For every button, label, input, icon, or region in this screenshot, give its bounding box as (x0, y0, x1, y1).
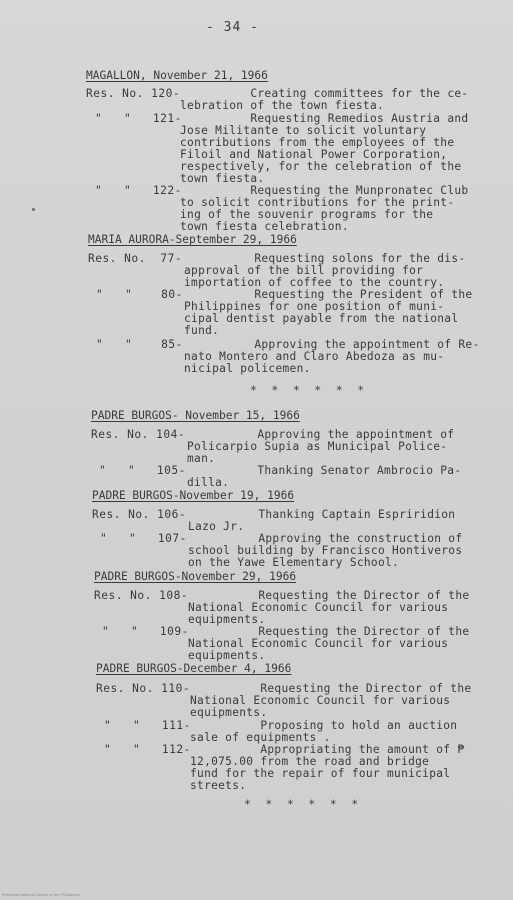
resolution-ref: " " 112- (104, 743, 191, 756)
resolution-ref: " " 107- (100, 532, 187, 545)
scan-speck (32, 208, 35, 211)
resolution-ref: " " 85- (96, 338, 183, 351)
resolution-text: Approving the appointment of (187, 428, 455, 441)
resolution-ref: Res. No. 77- (88, 252, 183, 265)
resolution-text: Creating committees for the ce- (180, 87, 469, 100)
resolution-text: approval of the bill providing for (184, 264, 424, 277)
resolution-text: school building by Francisco Hontiveros (188, 544, 463, 557)
resolution-text: Thanking Senator Ambrocio Pa- (187, 464, 462, 477)
resolution-text: National Economic Council for various (188, 637, 449, 650)
resolution-ref: Res. No. 108- (94, 589, 189, 602)
resolution-text: Requesting the President of the (184, 288, 473, 301)
resolution-text: Requesting Remedios Austria and (180, 112, 469, 125)
resolution-text: Filoil and National Power Corporation, (180, 148, 448, 161)
resolution-text: to solicit contributions for the print- (180, 196, 455, 209)
resolution-text: Requesting solons for the dis- (184, 252, 466, 265)
resolution-text: fund for the repair of four municipal (190, 767, 451, 780)
section-heading-padre-burgos-nov19: PADRE BURGOS-November 19, 1966 (92, 489, 295, 502)
resolution-ref: " " 121- (95, 112, 182, 125)
resolution-text: Philippines for one position of muni- (184, 300, 445, 313)
resolution-text: nato Montero and Claro Abedoza as mu- (184, 350, 445, 363)
resolution-ref: " " 122- (95, 184, 182, 197)
resolution-text: lebration of the town fiesta. (180, 99, 385, 112)
resolution-text: Proposing to hold an auction (190, 719, 458, 732)
resolution-text: contributions from the employees of the (180, 136, 455, 149)
resolution-text: Appropriating the amount of ₱ (190, 743, 465, 756)
resolution-text: Requesting the Director of the (188, 589, 470, 602)
resolution-text: Approving the construction of (188, 532, 463, 545)
resolution-text: Policarpio Supia as Municipal Police- (187, 440, 448, 453)
resolution-text: streets. (190, 779, 247, 792)
resolution-ref: Res. No. 104- (91, 428, 186, 441)
resolution-text: respectively, for the celebration of the (180, 160, 462, 173)
archive-footer: Philippine National Library of the Philippines (2, 893, 80, 897)
resolution-ref: " " 105- (99, 464, 186, 477)
resolution-ref: Res. No. 120- (86, 87, 181, 100)
resolution-text: sale of equipments . (190, 731, 331, 744)
resolution-text: nicipal policemen. (184, 362, 311, 375)
section-heading-magallon: MAGALLON, November 21, 1966 (86, 69, 268, 82)
resolution-text: equipments. (190, 706, 268, 719)
section-heading-maria-aurora: MARIA AURORA-September 29, 1966 (88, 233, 297, 246)
resolution-ref: Res. No. 106- (92, 508, 187, 521)
section-heading-padre-burgos-nov29: PADRE BURGOS-November 29, 1966 (94, 570, 297, 583)
resolution-text: man. (187, 452, 216, 465)
resolution-ref: " " 111- (104, 719, 191, 732)
resolution-text: Jose Militante to solicit voluntary (180, 124, 427, 137)
resolution-text: Thanking Captain Espriridion (188, 508, 456, 521)
resolution-text: National Economic Council for various (190, 694, 451, 707)
page-number: - 34 - (206, 20, 259, 35)
resolution-text: National Economic Council for various (188, 601, 449, 614)
resolution-ref: Res. No. 110- (96, 682, 191, 695)
resolution-text: Requesting the Director of the (188, 625, 470, 638)
resolution-text: dilla. (187, 476, 230, 489)
resolution-text: town fiesta celebration. (180, 220, 349, 233)
resolution-text: on the Yawe Elementary School. (188, 556, 400, 569)
resolution-text: ing of the souvenir programs for the (180, 208, 434, 221)
resolution-ref: " " 80- (96, 288, 183, 301)
resolution-text: Requesting the Director of the (190, 682, 472, 695)
resolution-text: fund. (184, 324, 220, 337)
resolution-text: Lazo Jr. (188, 520, 245, 533)
resolution-ref: " " 109- (102, 625, 189, 638)
resolution-text: 12,075.00 from the road and bridge (190, 755, 430, 768)
resolution-text: equipments. (188, 649, 266, 662)
resolution-text: importation of coffee to the country. (184, 276, 445, 289)
section-heading-padre-burgos-dec4: PADRE BURGOS-December 4, 1966 (96, 662, 292, 675)
resolution-text: Approving the appointment of Re- (184, 338, 480, 351)
resolution-text: Requesting the Munpronatec Club (180, 184, 469, 197)
resolution-text: town fiesta. (180, 172, 265, 185)
section-heading-padre-burgos-nov15: PADRE BURGOS- November 15, 1966 (91, 409, 300, 422)
resolution-text: cipal dentist payable from the national (184, 312, 459, 325)
section-separator: * * * * * * (250, 384, 369, 397)
resolution-text: equipments. (188, 613, 266, 626)
section-separator: * * * * * * (244, 798, 363, 811)
